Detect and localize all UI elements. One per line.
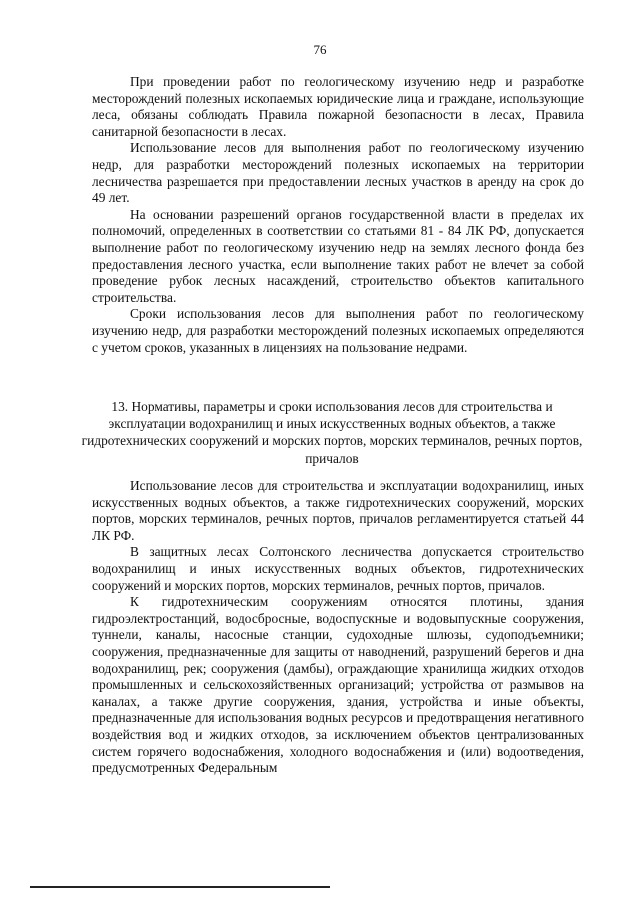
paragraph: Сроки использования лесов для выполнения работ по геологическому изучению недр, для разработки месторождений полезных ископаемых определяются с учетом сроков, указанных в лицензиях на пользование недрами. bbox=[92, 306, 584, 355]
intro-text-block bbox=[92, 74, 584, 356]
bottom-rule bbox=[30, 886, 330, 888]
page-number: 76 bbox=[313, 42, 327, 57]
paragraph: В защитных лесах Солтонского лесничества допускается строительство водохранилищ и иных искусственных водных объектов, гидротехнических сооружений и морских портов, морских терминалов, речных портов, причалов. bbox=[92, 544, 584, 593]
paragraph: Использование лесов для строительства и эксплуатации водохранилищ, иных искусственных водных объектов, а также гидротехнических сооружений, морских портов, морских терминалов, речных портов, причалов регламентируется статьей 44 ЛК РФ. bbox=[92, 478, 584, 543]
paragraph: Использование лесов для выполнения работ по геологическому изучению недр, для разработки месторождений полезных ископаемых на территории лесничества разрешается при предоставлении лесных участков в аренду на срок до 49 лет. bbox=[92, 140, 584, 206]
paragraph: К гидротехническим сооружениям относятся плотины, здания гидроэлектростанций, водосбросные, водоспускные и водовыпускные сооружения, туннели, каналы, насосные станции, судоходные шлюзы, судоподъемники; сооружения, предназначенные для защиты от наводнений, разрушений берегов и дна водохранилищ, рек; сооружения (дамбы), ограждающие хранилища жидких отходов промышленных и сельскохозяйственных организаций; устройства от размывов на каналах, а также другие сооружения, здания, устройства и иные объекты, предназначенные для использования водных ресурсов и предотвращения негативного воздействия вод и жидких отходов, за исключением объектов централизованных систем горячего водоснабжения, холодного водоснабжения и (или) водоотведения, предусмотренных Федеральным bbox=[92, 594, 584, 776]
section-text-block bbox=[92, 478, 584, 777]
section-heading: 13. Нормативы, параметры и сроки использования лесов для строительства и эксплуатации водохранилищ и иных искусственных водных объектов, а также гидротехнических сооружений и морских портов, морских терминалов, речных портов, причалов bbox=[81, 399, 583, 466]
paragraph: При проведении работ по геологическому изучению недр и разработке месторождений полезных ископаемых юридические лица и граждане, использующие леса, обязаны соблюдать Правила пожарной безопасности в лесах, Правила санитарной безопасности в лесах. bbox=[92, 74, 584, 139]
paragraph: На основании разрешений органов государственной власти в пределах их полномочий, определенных в соответствии со статьями 81 - 84 ЛК РФ, допускается выполнение работ по геологическому изучению недр на землях лесного фонда без предоставления лесного участка, если выполнение таких работ не влечет за собой проведение рубок лесных насаждений, строительство объектов капитального строительства. bbox=[92, 206, 584, 305]
